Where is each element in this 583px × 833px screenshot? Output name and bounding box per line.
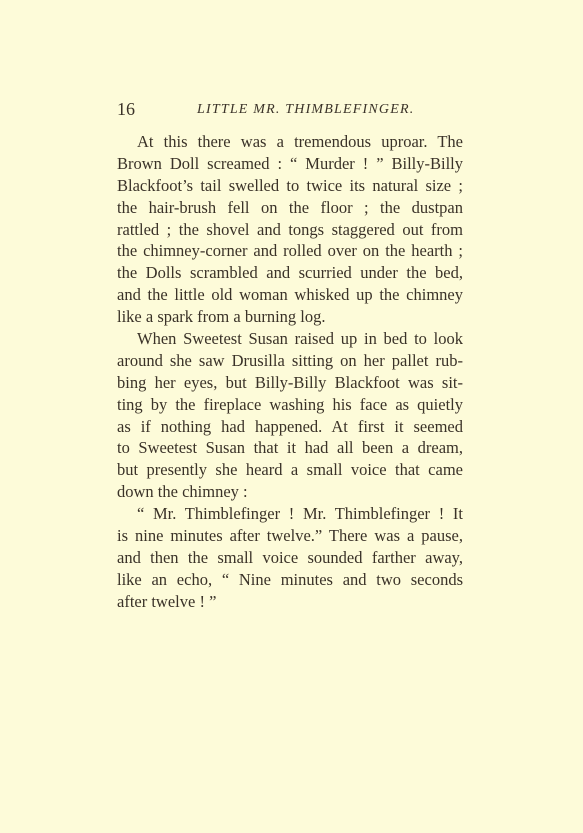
text-line: When Sweetest Susan raised up in bed to look [137,329,463,349]
text-line: rattled ; the shovel and tongs staggered out from [117,219,463,239]
running-title: LITTLE MR. THIMBLEFINGER. [197,102,415,117]
text-line: like an echo, “ Nine minutes and two seconds [117,569,463,589]
paragraph [117,503,463,612]
text-line: Brown Doll screamed : “ Murder ! ” Billy-Billy [117,153,463,173]
page-number: 16 [117,99,135,119]
text-line: “ Mr. Thimblefinger ! Mr. Thimblefinger ! It [137,504,463,524]
text-line: as if nothing had happened. At first it seemed [117,416,463,436]
text-line: and the little old woman whisked up the chimney [117,285,463,305]
text-line: the Dolls scrambled and scurried under the bed, [117,263,463,283]
text-line: Blackfoot’s tail swelled to twice its natural size ; [117,175,463,195]
text-line: to Sweetest Susan that it had all been a dream, [117,438,463,458]
text-line: and then the small voice sounded farther away, [117,547,463,567]
text-line: after twelve ! ” [117,591,217,611]
text-line: bing her eyes, but Billy-Billy Blackfoot was sit- [117,372,463,392]
text-line: ting by the fireplace washing his face as quietly [117,394,463,414]
text-line: the chimney-corner and rolled over on the hearth ; [117,241,463,261]
text-line: is nine minutes after twelve.” There was a pause, [117,526,463,546]
body-text [117,131,463,613]
paragraph [117,328,463,503]
text-line: down the chimney : [117,482,248,502]
text-line: like a spark from a burning log. [117,307,326,327]
page-header [117,98,457,120]
text-line: the hair-brush fell on the floor ; the dustpan [117,197,463,217]
paragraph [117,131,463,328]
text-line: but presently she heard a small voice that came [117,460,463,480]
text-line: around she saw Drusilla sitting on her pallet rub- [117,350,463,370]
text-line: At this there was a tremendous uproar. The [137,132,463,151]
